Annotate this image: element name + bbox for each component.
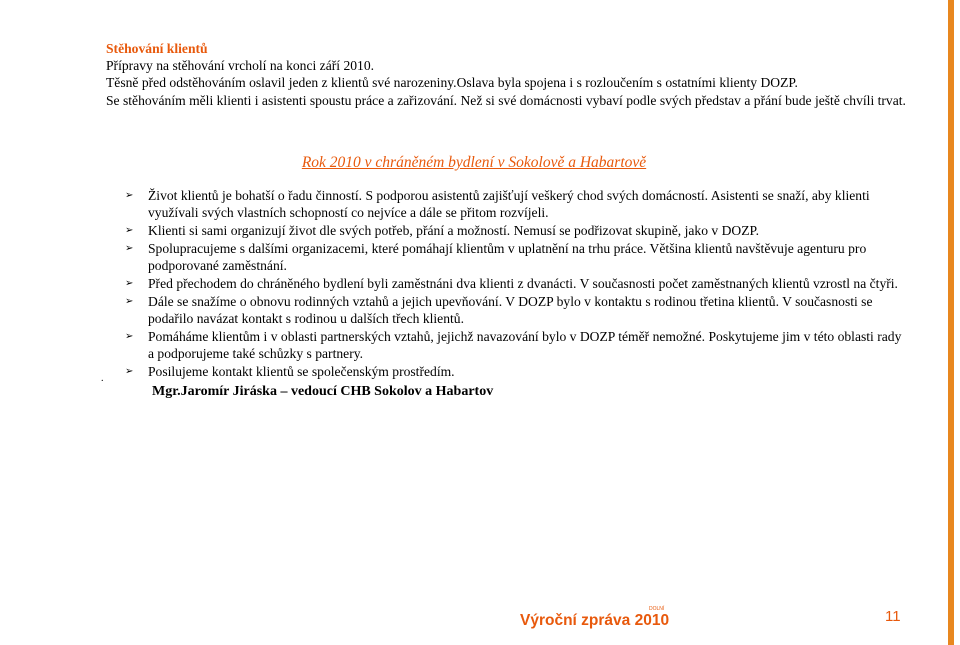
arrow-bullet-icon: ➢ <box>125 225 134 237</box>
footer-title: Výroční zpráva 2010 <box>520 612 670 629</box>
intro-line-3: Se stěhováním měli klienti i asistenti spoustu práce a zařizování. Než si své domácnosti vybaví podle svých představ a přání bude ještě chvíli trvat. <box>106 92 906 108</box>
page-number: 11 <box>885 608 901 625</box>
arrow-bullet-icon: ➢ <box>125 295 134 307</box>
footer-small-mark: DOLNÍ <box>649 606 665 612</box>
signature: Mgr.Jaromír Jiráska – vedoucí CHB Sokolov a Habartov <box>152 384 494 399</box>
page-border <box>948 0 954 645</box>
arrow-bullet-icon: ➢ <box>125 365 134 377</box>
bullet-item <box>125 363 905 380</box>
bullet-list <box>125 187 905 381</box>
arrow-bullet-icon: ➢ <box>125 277 134 289</box>
bullet-item <box>125 275 905 292</box>
section-title: Rok 2010 v chráněném bydlení v Sokolově a Habartově <box>301 154 647 171</box>
bullet-text: Před přechodem do chráněného bydlení byli zaměstnáni dva klienti z dvanácti. V současnosti počet zaměstnaných klientů vzrostl na čtyři. <box>148 275 898 291</box>
bullet-text: Život klientů je bohatší o řadu činností. S podporou asistentů zajišťují veškerý chod svých domácností. Asistenti se snaží, aby klienti využívali svých vlastních schopností co nejvíce a dále se přitom rozvíjeli. <box>148 188 870 221</box>
bullet-item <box>125 240 905 275</box>
intro-line-1: Přípravy na stěhování vrcholí na konci září 2010. <box>106 58 375 74</box>
bullet-text: Posilujeme kontakt klientů se společenským prostředím. <box>148 363 455 379</box>
arrow-bullet-icon: ➢ <box>125 190 134 201</box>
bullet-item <box>125 293 905 328</box>
bullet-item <box>125 222 905 239</box>
bullet-item <box>125 187 905 222</box>
bullet-text: Spolupracujeme s dalšími organizacemi, které pomáhají klientům v uplatnění na trhu práce. Většina klientů navštěvuje agenturu pro podporované zaměstnání. <box>148 240 867 274</box>
intro-heading: Stěhování klientů <box>106 41 208 56</box>
bullet-text: Dále se snažíme o obnovu rodinných vztahů a jejich upevňování. V DOZP bylo v kontaktu s rodinou třetina klientů. V současnosti se podařilo navázat kontakt s rodinou u dalších třech klientů. <box>148 293 873 327</box>
bullet-text: Klienti si sami organizují život dle svých potřeb, přání a možností. Nemusí se podřizovat skupině, jako v DOZP. <box>148 223 759 239</box>
bullet-item <box>125 328 905 363</box>
arrow-bullet-icon: ➢ <box>125 242 134 254</box>
bullet-text: Pomáháme klientům i v oblasti partnerských vztahů, jejichž navazování bylo v DOZP téměř nemožné. Poskytujeme jim v této oblasti rady a podporujeme také schůzky s partnery. <box>148 328 902 362</box>
intro-line-2: Těsně před odstěhováním oslavil jeden z klientů své narozeniny.Oslava byla spojena i s rozloučením s ostatními klienty DOZP. <box>106 75 798 91</box>
stray-dot: . <box>101 373 104 384</box>
intro-section <box>106 40 916 109</box>
arrow-bullet-icon: ➢ <box>125 330 134 342</box>
